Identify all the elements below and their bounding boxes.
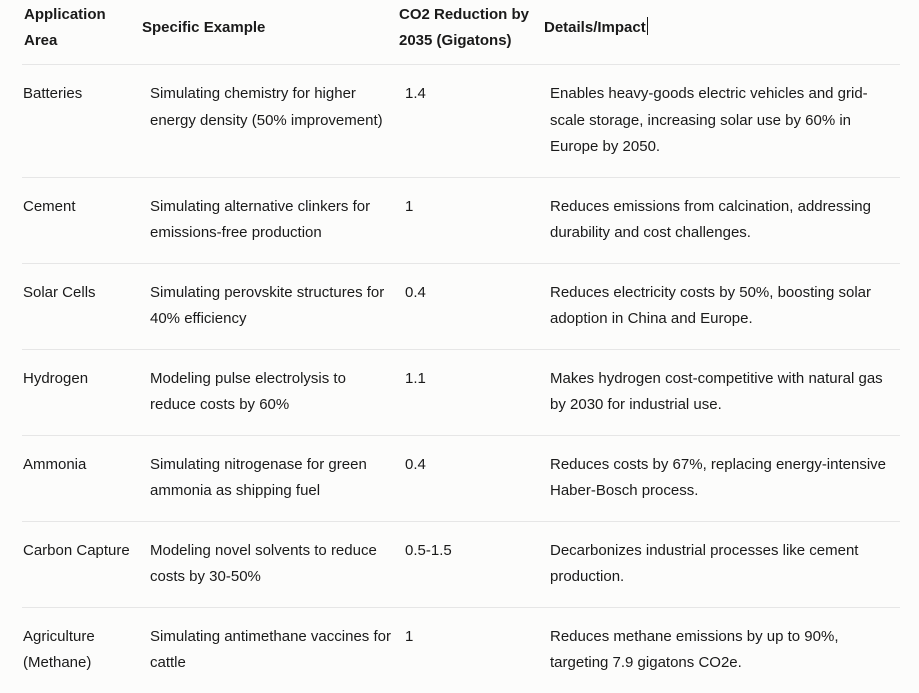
table-row xyxy=(22,521,900,607)
cell-reduction: 1 xyxy=(405,627,414,645)
cell-example: Modeling novel solvents to reduce costs by 30-50% xyxy=(142,521,397,607)
cell-example: Modeling pulse electrolysis to reduce costs by 60% xyxy=(142,349,397,435)
co2-reduction-table xyxy=(22,0,900,693)
cell-area: Batteries xyxy=(22,65,142,178)
cell-details: Reduces costs by 67%, replacing energy-intensive Haber-Bosch process. xyxy=(542,435,900,521)
header-details-impact-label: Details/Impact xyxy=(544,19,646,36)
cell-area: Solar Cells xyxy=(22,263,142,349)
cell-example: Simulating chemistry for higher energy density (50% improvement) xyxy=(142,65,397,178)
cell-example: Simulating nitrogenase for green ammonia as shipping fuel xyxy=(142,435,397,521)
table-row xyxy=(22,65,900,178)
table-row xyxy=(22,263,900,349)
text-cursor xyxy=(647,17,648,35)
data-table-container xyxy=(22,0,900,693)
cell-reduction: 0.4 xyxy=(397,435,542,521)
table-header xyxy=(22,0,900,65)
table-row xyxy=(22,607,900,693)
cell-area: Ammonia xyxy=(22,435,142,521)
cell-area: Hydrogen xyxy=(22,349,142,435)
cell-area: Cement xyxy=(22,177,142,263)
header-specific-example: Specific Example xyxy=(142,0,397,65)
table-row xyxy=(22,349,900,435)
cell-reduction: 1 xyxy=(397,177,542,263)
header-row xyxy=(22,0,900,65)
cell-reduction: 1.1 xyxy=(397,349,542,435)
cell-details: Reduces emissions from calcination, addressing durability and cost challenges. xyxy=(542,177,900,263)
table-row xyxy=(22,177,900,263)
table-body xyxy=(22,65,900,693)
cell-reduction: 0.5-1.5 xyxy=(397,521,542,607)
cell-example: Simulating alternative clinkers for emissions-free production xyxy=(142,177,397,263)
cell-reduction: 0.4 xyxy=(397,263,542,349)
cell-example: Simulating antimethane vaccines for cattle xyxy=(150,627,391,671)
header-application-area: Application Area xyxy=(22,0,142,65)
cell-details: Decarbonizes industrial processes like cement production. xyxy=(542,521,900,607)
cell-example: Simulating perovskite structures for 40% efficiency xyxy=(142,263,397,349)
cell-reduction: 1.4 xyxy=(397,65,542,178)
cell-details: Makes hydrogen cost-competitive with natural gas by 2030 for industrial use. xyxy=(542,349,900,435)
cell-details: Enables heavy-goods electric vehicles and grid-scale storage, increasing solar use by 60% in Europe by 2050. xyxy=(542,65,900,178)
cell-area: Carbon Capture xyxy=(22,521,142,607)
cell-area: Agriculture (Methane) xyxy=(23,627,95,671)
cell-details: Reduces methane emissions by up to 90%, targeting 7.9 gigatons CO2e. xyxy=(550,627,839,671)
cell-details: Reduces electricity costs by 50%, boosting solar adoption in China and Europe. xyxy=(542,263,900,349)
header-co2-reduction: CO2 Reduction by 2035 (Gigatons) xyxy=(397,0,542,65)
header-details-impact[interactable] xyxy=(542,0,900,65)
table-row xyxy=(22,435,900,521)
